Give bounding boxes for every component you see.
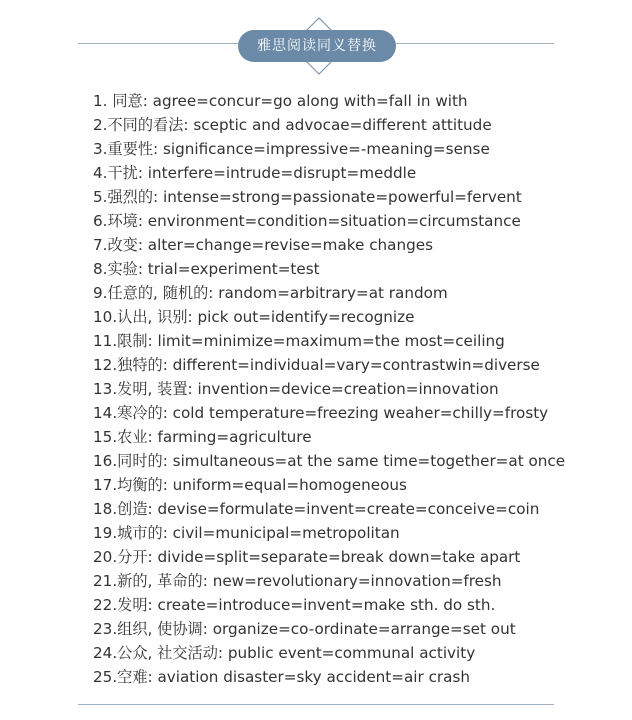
- bottom-divider: [78, 704, 554, 705]
- list-item: 2.不同的看法: sceptic and advocae=different attitude: [93, 116, 492, 134]
- list-item: 24.公众, 社交活动: public event=communal activity: [93, 644, 476, 662]
- list-item: 3.重要性: significance=impressive=-meaning=sense: [93, 140, 490, 158]
- list-item: 17.均衡的: uniform=equal=homogeneous: [93, 476, 407, 494]
- list-item: 5.强烈的: intense=strong=passionate=powerful=fervent: [93, 188, 522, 206]
- list-item: 6.环境: environment=condition=situation=circumstance: [93, 212, 521, 230]
- list-item: 25.空难: aviation disaster=sky accident=air crash: [93, 668, 471, 686]
- list-item: 14.寒冷的: cold temperature=freezing weaher=chilly=frosty: [93, 404, 549, 422]
- list-item: 13.发明, 装置: invention=device=creation=innovation: [93, 380, 499, 398]
- list-item: 18.创造: devise=formulate=invent=create=conceive=coin: [93, 500, 540, 518]
- list-item: 11.限制: limit=minimize=maximum=the most=ceiling: [93, 332, 505, 350]
- synonym-list: [93, 89, 565, 689]
- list-item: 8.实验: trial=experiment=test: [93, 260, 320, 278]
- page-title: 雅思阅读同义替换: [238, 30, 396, 62]
- list-item: 9.任意的, 随机的: random=arbitrary=at random: [93, 284, 448, 302]
- list-item: 20.分开: divide=split=separate=break down=take apart: [93, 548, 521, 566]
- list-item: 7.改变: alter=change=revise=make changes: [93, 236, 433, 254]
- list-item: 12.独特的: different=individual=vary=contrastwin=diverse: [93, 356, 540, 374]
- list-item: 15.农业: farming=agriculture: [93, 428, 312, 446]
- list-item: 16.同时的: simultaneous=at the same time=together=at once: [93, 452, 566, 470]
- header-rule-left: [78, 43, 238, 44]
- header-rule-right: [396, 43, 554, 44]
- list-item: 21.新的, 革命的: new=revolutionary=innovation=fresh: [93, 572, 502, 590]
- list-item: 4.干扰: interfere=intrude=disrupt=meddle: [93, 164, 417, 182]
- list-item: 19.城市的: civil=municipal=metropolitan: [93, 524, 400, 542]
- list-item: 22.发明: create=introduce=invent=make sth. do sth.: [93, 596, 496, 614]
- list-item: 1. 同意: agree=concur=go along with=fall in with: [93, 92, 468, 110]
- header-banner: [0, 0, 632, 90]
- list-item: 23.组织, 使协调: organize=co-ordinate=arrange=set out: [93, 620, 516, 638]
- list-item: 10.认出, 识别: pick out=identify=recognize: [93, 308, 415, 326]
